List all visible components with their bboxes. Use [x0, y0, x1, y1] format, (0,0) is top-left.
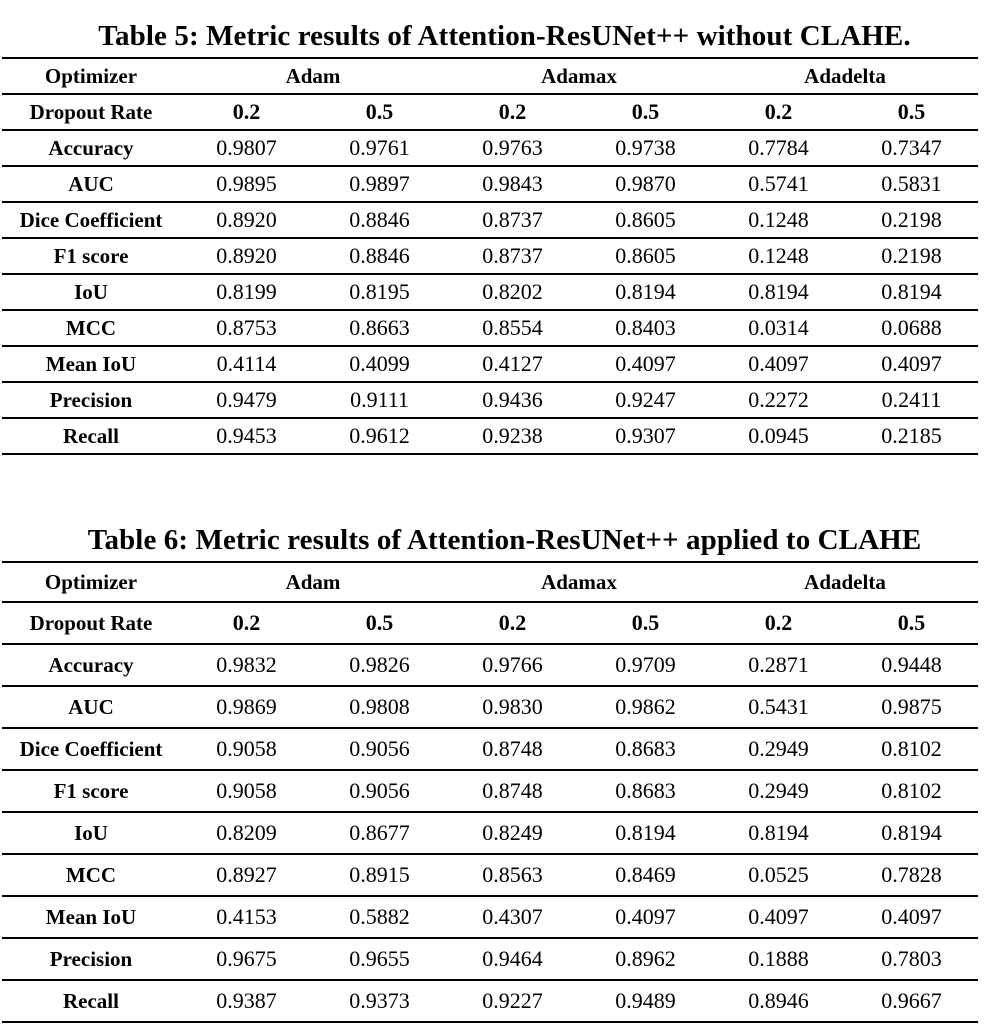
dropout-rate-label: Dropout Rate: [2, 602, 180, 644]
metrics-table-5: [2, 57, 978, 455]
dropout-rate-value: 0.2: [712, 94, 845, 130]
metrics-table-6: [2, 561, 978, 1023]
metric-value: 0.8194: [845, 812, 978, 854]
optimizer-label: Optimizer: [2, 562, 180, 602]
metric-value: 0.8737: [446, 202, 579, 238]
metric-value: 0.8605: [579, 202, 712, 238]
metric-value: 0.1888: [712, 938, 845, 980]
metric-value: 0.8920: [180, 238, 313, 274]
dropout-rate-value: 0.2: [180, 602, 313, 644]
metric-name: Precision: [2, 938, 180, 980]
metric-value: 0.8748: [446, 770, 579, 812]
table-row: [2, 346, 978, 382]
metric-value: 0.4099: [313, 346, 446, 382]
optimizer-header-row: [2, 562, 978, 602]
metric-value: 0.9738: [579, 130, 712, 166]
metric-value: 0.9111: [313, 382, 446, 418]
table-body: [2, 58, 978, 454]
metric-value: 0.4114: [180, 346, 313, 382]
metric-value: 0.9667: [845, 980, 978, 1022]
metric-value: 0.8677: [313, 812, 446, 854]
metric-value: 0.8194: [712, 812, 845, 854]
dropout-rate-label: Dropout Rate: [2, 94, 180, 130]
metric-name: Accuracy: [2, 130, 180, 166]
metric-value: 0.9869: [180, 686, 313, 728]
metric-value: 0.4097: [845, 896, 978, 938]
metric-value: 0.2949: [712, 728, 845, 770]
metric-name: MCC: [2, 854, 180, 896]
table-row: [2, 274, 978, 310]
metric-value: 0.8195: [313, 274, 446, 310]
metric-value: 0.2185: [845, 418, 978, 454]
metric-value: 0.8563: [446, 854, 579, 896]
dropout-rate-value: 0.5: [313, 94, 446, 130]
metric-value: 0.4127: [446, 346, 579, 382]
metric-name: Recall: [2, 980, 180, 1022]
metric-value: 0.9895: [180, 166, 313, 202]
metric-value: 0.8194: [712, 274, 845, 310]
metric-value: 0.9766: [446, 644, 579, 686]
metric-value: 0.0688: [845, 310, 978, 346]
table-row: [2, 238, 978, 274]
dropout-rate-value: 0.5: [845, 602, 978, 644]
dropout-rate-row: [2, 94, 978, 130]
metric-value: 0.9655: [313, 938, 446, 980]
dropout-rate-value: 0.5: [579, 94, 712, 130]
table-row: [2, 770, 978, 812]
table-row: [2, 382, 978, 418]
metric-value: 0.8194: [579, 274, 712, 310]
metric-value: 0.8194: [579, 812, 712, 854]
metric-value: 0.8920: [180, 202, 313, 238]
metric-value: 0.8199: [180, 274, 313, 310]
metric-value: 0.9709: [579, 644, 712, 686]
metric-value: 0.8469: [579, 854, 712, 896]
metric-value: 0.2411: [845, 382, 978, 418]
metric-name: Accuracy: [2, 644, 180, 686]
metric-value: 0.9612: [313, 418, 446, 454]
metric-value: 0.7347: [845, 130, 978, 166]
metric-value: 0.1248: [712, 238, 845, 274]
optimizer-name: Adam: [180, 562, 446, 602]
metric-value: 0.8249: [446, 812, 579, 854]
metric-value: 0.5431: [712, 686, 845, 728]
optimizer-name: Adadelta: [712, 562, 978, 602]
metric-value: 0.8403: [579, 310, 712, 346]
metric-value: 0.9056: [313, 728, 446, 770]
metric-value: 0.4097: [712, 346, 845, 382]
dropout-rate-value: 0.5: [313, 602, 446, 644]
metric-value: 0.1248: [712, 202, 845, 238]
metric-value: 0.8102: [845, 770, 978, 812]
metric-value: 0.9307: [579, 418, 712, 454]
table-row: [2, 166, 978, 202]
metric-value: 0.2871: [712, 644, 845, 686]
metric-value: 0.9761: [313, 130, 446, 166]
metric-value: 0.9238: [446, 418, 579, 454]
metric-name: Dice Coefficient: [2, 202, 180, 238]
metric-value: 0.4097: [579, 346, 712, 382]
metric-value: 0.4097: [845, 346, 978, 382]
metric-value: 0.9489: [579, 980, 712, 1022]
table-row: [2, 686, 978, 728]
dropout-rate-value: 0.5: [579, 602, 712, 644]
metric-name: AUC: [2, 166, 180, 202]
optimizer-name: Adamax: [446, 562, 712, 602]
metric-value: 0.8748: [446, 728, 579, 770]
table-5-block: [0, 18, 1003, 455]
metric-value: 0.4097: [579, 896, 712, 938]
metric-name: MCC: [2, 310, 180, 346]
metric-value: 0.8915: [313, 854, 446, 896]
metric-value: 0.8753: [180, 310, 313, 346]
table-row: [2, 938, 978, 980]
metric-value: 0.9464: [446, 938, 579, 980]
metric-value: 0.8683: [579, 770, 712, 812]
metric-value: 0.9675: [180, 938, 313, 980]
table-row: [2, 812, 978, 854]
metric-value: 0.8962: [579, 938, 712, 980]
dropout-rate-row: [2, 602, 978, 644]
metric-value: 0.8605: [579, 238, 712, 274]
dropout-rate-value: 0.2: [712, 602, 845, 644]
metric-value: 0.8663: [313, 310, 446, 346]
metric-value: 0.2272: [712, 382, 845, 418]
metric-value: 0.7803: [845, 938, 978, 980]
table-row: [2, 896, 978, 938]
metric-value: 0.9826: [313, 644, 446, 686]
optimizer-name: Adadelta: [712, 58, 978, 94]
metric-value: 0.9763: [446, 130, 579, 166]
metric-value: 0.5831: [845, 166, 978, 202]
metric-value: 0.9830: [446, 686, 579, 728]
table-row: [2, 644, 978, 686]
metric-value: 0.9058: [180, 770, 313, 812]
metric-name: IoU: [2, 812, 180, 854]
dropout-rate-value: 0.2: [446, 94, 579, 130]
metric-value: 0.0525: [712, 854, 845, 896]
metric-value: 0.0945: [712, 418, 845, 454]
dropout-rate-value: 0.2: [446, 602, 579, 644]
metric-value: 0.5741: [712, 166, 845, 202]
metric-value: 0.9247: [579, 382, 712, 418]
table-caption: Table 5: Metric results of Attention-ResUNet++ without CLAHE.: [98, 20, 911, 52]
metric-value: 0.8946: [712, 980, 845, 1022]
metric-value: 0.9843: [446, 166, 579, 202]
metric-value: 0.0314: [712, 310, 845, 346]
table-row: [2, 418, 978, 454]
metric-value: 0.9808: [313, 686, 446, 728]
metric-value: 0.9453: [180, 418, 313, 454]
metric-value: 0.9897: [313, 166, 446, 202]
table-6-block: [0, 522, 1003, 1023]
metric-value: 0.8846: [313, 238, 446, 274]
metric-value: 0.5882: [313, 896, 446, 938]
metric-value: 0.9862: [579, 686, 712, 728]
metric-name: Recall: [2, 418, 180, 454]
metric-value: 0.9436: [446, 382, 579, 418]
metric-name: F1 score: [2, 238, 180, 274]
dropout-rate-value: 0.5: [845, 94, 978, 130]
metric-value: 0.2949: [712, 770, 845, 812]
metric-value: 0.8102: [845, 728, 978, 770]
table-row: [2, 854, 978, 896]
table-row: [2, 130, 978, 166]
table-row: [2, 980, 978, 1022]
metric-name: AUC: [2, 686, 180, 728]
metric-value: 0.9870: [579, 166, 712, 202]
metric-value: 0.2198: [845, 238, 978, 274]
metric-name: Mean IoU: [2, 346, 180, 382]
metric-value: 0.7784: [712, 130, 845, 166]
dropout-rate-value: 0.2: [180, 94, 313, 130]
table-row: [2, 202, 978, 238]
metric-value: 0.9448: [845, 644, 978, 686]
metric-value: 0.9058: [180, 728, 313, 770]
metric-value: 0.8927: [180, 854, 313, 896]
metric-value: 0.8737: [446, 238, 579, 274]
metric-value: 0.9387: [180, 980, 313, 1022]
metric-value: 0.4153: [180, 896, 313, 938]
metric-value: 0.9832: [180, 644, 313, 686]
metric-name: F1 score: [2, 770, 180, 812]
table-body: [2, 562, 978, 1022]
metric-name: Mean IoU: [2, 896, 180, 938]
table-row: [2, 728, 978, 770]
metric-name: IoU: [2, 274, 180, 310]
metric-value: 0.9227: [446, 980, 579, 1022]
metric-value: 0.8209: [180, 812, 313, 854]
metric-name: Dice Coefficient: [2, 728, 180, 770]
metric-value: 0.9875: [845, 686, 978, 728]
metric-value: 0.8846: [313, 202, 446, 238]
metric-value: 0.8194: [845, 274, 978, 310]
table-row: [2, 310, 978, 346]
metric-value: 0.9479: [180, 382, 313, 418]
optimizer-header-row: [2, 58, 978, 94]
metric-value: 0.9807: [180, 130, 313, 166]
metric-value: 0.4307: [446, 896, 579, 938]
metric-value: 0.8202: [446, 274, 579, 310]
metric-name: Precision: [2, 382, 180, 418]
metric-value: 0.4097: [712, 896, 845, 938]
metric-value: 0.7828: [845, 854, 978, 896]
optimizer-label: Optimizer: [2, 58, 180, 94]
metric-value: 0.8683: [579, 728, 712, 770]
optimizer-name: Adamax: [446, 58, 712, 94]
metric-value: 0.8554: [446, 310, 579, 346]
metric-value: 0.2198: [845, 202, 978, 238]
table-caption: Table 6: Metric results of Attention-ResUNet++ applied to CLAHE: [87, 524, 922, 556]
optimizer-name: Adam: [180, 58, 446, 94]
metric-value: 0.9056: [313, 770, 446, 812]
metric-value: 0.9373: [313, 980, 446, 1022]
